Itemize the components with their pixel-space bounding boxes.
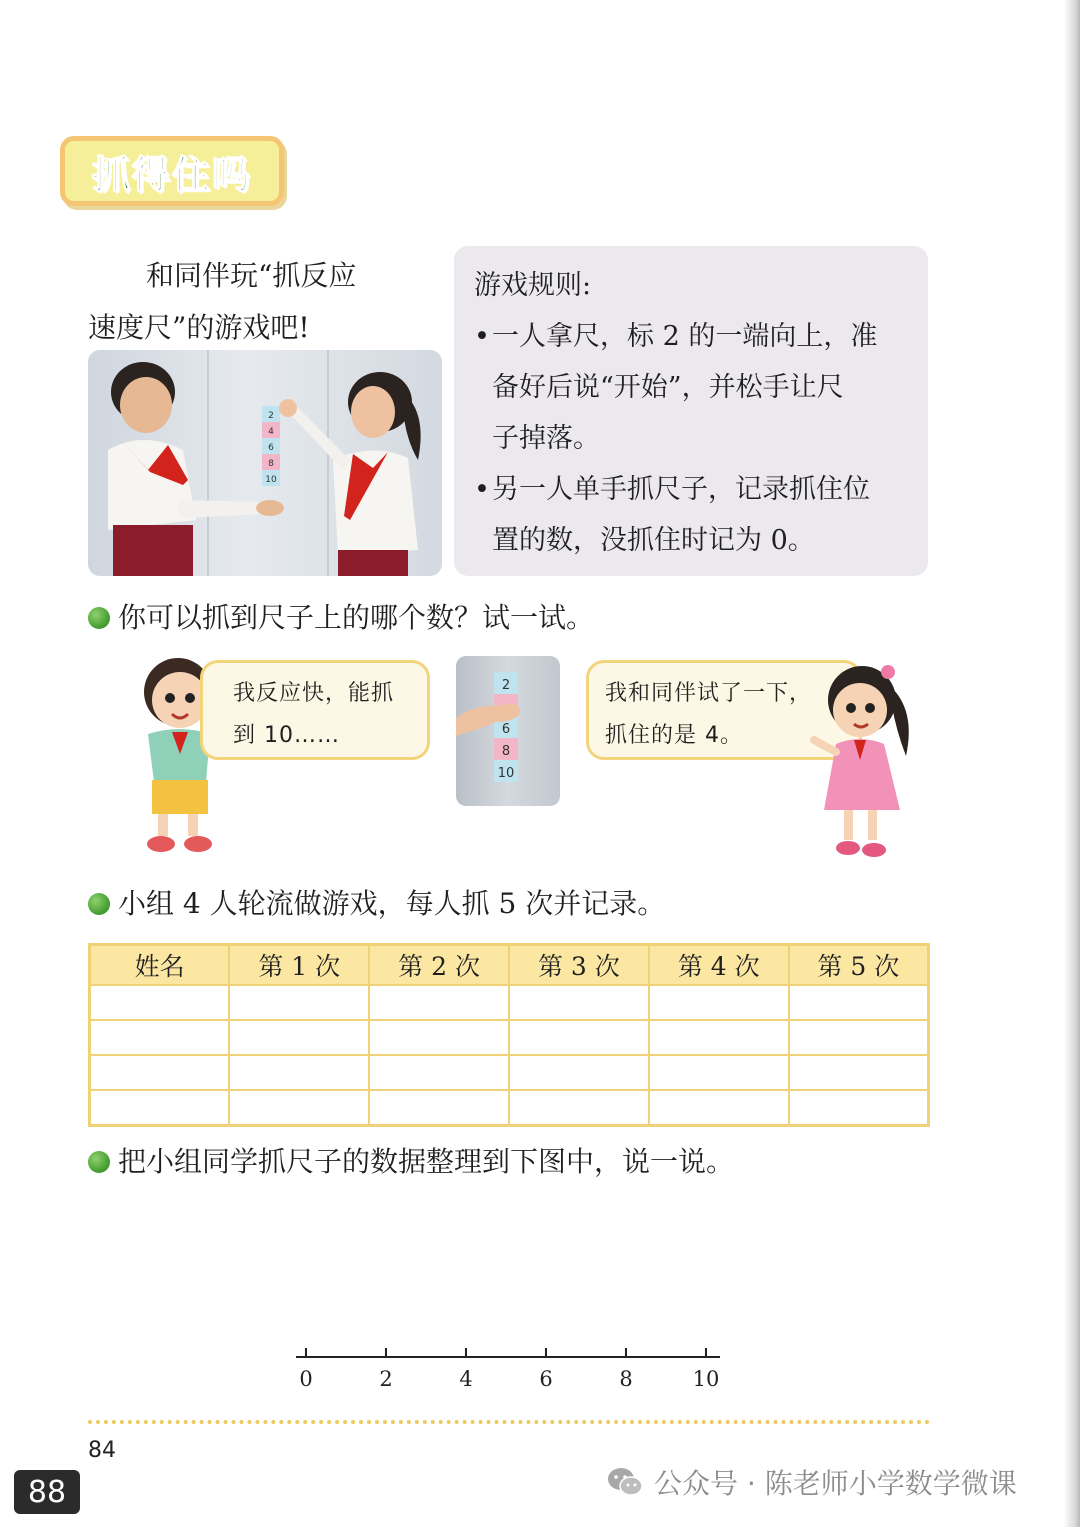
children-game-photo bbox=[88, 350, 442, 576]
bubble-line: 我和同伴试了一下， bbox=[605, 681, 813, 706]
table-cell[interactable] bbox=[369, 985, 509, 1020]
question-3-text: 把小组同学抓尺子的数据整理到下图中，说一说。 bbox=[118, 1145, 735, 1178]
image-index-badge: 88 bbox=[14, 1470, 80, 1514]
intro-text bbox=[88, 250, 418, 354]
table-cell[interactable] bbox=[90, 1020, 230, 1055]
table-cell[interactable] bbox=[229, 1090, 369, 1125]
rule-line: 置的数，没抓住时记为 0。 bbox=[492, 525, 815, 556]
green-dot-icon bbox=[88, 607, 110, 629]
rule-item bbox=[474, 311, 910, 464]
number-line-tick-label: 0 bbox=[299, 1367, 313, 1391]
watermark bbox=[606, 1462, 1017, 1502]
girl-figure bbox=[279, 372, 421, 576]
boy-speech-bubble bbox=[200, 660, 430, 760]
footer-dotted-divider bbox=[88, 1420, 930, 1424]
table-cell[interactable] bbox=[649, 1020, 789, 1055]
number-line-tick-label: 4 bbox=[459, 1367, 473, 1391]
table-cell[interactable] bbox=[789, 1090, 929, 1125]
children-photo-illustration bbox=[88, 350, 442, 576]
ruler-strip bbox=[262, 406, 280, 486]
game-rules-box bbox=[454, 246, 928, 576]
table-cell[interactable] bbox=[649, 985, 789, 1020]
table-cell[interactable] bbox=[509, 1020, 649, 1055]
table-header-try-3: 第 3 次 bbox=[509, 945, 649, 986]
number-line-tick-label: 8 bbox=[619, 1367, 633, 1391]
boy-figure bbox=[108, 362, 284, 576]
table-cell[interactable] bbox=[369, 1090, 509, 1125]
wechat-icon bbox=[606, 1466, 644, 1498]
table-cell[interactable] bbox=[90, 985, 230, 1020]
hand-holding-ruler bbox=[456, 656, 560, 806]
rules-heading: 游戏规则: bbox=[474, 270, 592, 301]
table-header-try-5: 第 5 次 bbox=[789, 945, 929, 986]
question-2 bbox=[88, 884, 665, 924]
table-cell[interactable] bbox=[789, 1055, 929, 1090]
ruler-mark: 2 bbox=[268, 411, 274, 421]
table-cell[interactable] bbox=[229, 1020, 369, 1055]
rule-line: 子掉落。 bbox=[492, 423, 600, 454]
ruler-mark: 10 bbox=[265, 475, 277, 485]
green-dot-icon bbox=[88, 893, 110, 915]
ruler-mark: 6 bbox=[501, 722, 511, 737]
watermark-text: 公众号 · 陈老师小学数学微课 bbox=[654, 1467, 1017, 1500]
number-line bbox=[290, 1340, 730, 1400]
table-cell[interactable] bbox=[649, 1090, 789, 1125]
rule-item bbox=[474, 464, 910, 566]
record-table bbox=[88, 943, 930, 1127]
intro-line-1: 和同伴玩“抓反应 bbox=[146, 259, 357, 292]
ruler-mark: 4 bbox=[268, 427, 274, 437]
ruler-mark: 8 bbox=[501, 744, 511, 759]
table-cell[interactable] bbox=[90, 1090, 230, 1125]
question-3 bbox=[88, 1142, 734, 1182]
table-cell[interactable] bbox=[369, 1055, 509, 1090]
page-number: 84 bbox=[88, 1438, 116, 1463]
bullet-icon: • bbox=[474, 474, 490, 505]
ruler-catch-photo bbox=[456, 656, 560, 806]
question-1-text: 你可以抓到尺子上的哪个数？试一试。 bbox=[118, 601, 595, 634]
question-1 bbox=[88, 598, 594, 638]
table-cell[interactable] bbox=[789, 1020, 929, 1055]
rule-line: 一人拿尺，标 2 的一端向上，准 bbox=[492, 321, 878, 352]
table-row bbox=[90, 1090, 929, 1125]
table-cell[interactable] bbox=[789, 985, 929, 1020]
number-line-tick-label: 6 bbox=[539, 1367, 553, 1391]
green-dot-icon bbox=[88, 1151, 110, 1173]
lesson-title: 抓得住吗 bbox=[91, 152, 252, 197]
bubble-line: 抓住的是 4。 bbox=[605, 723, 743, 748]
lesson-title-banner bbox=[60, 136, 284, 206]
number-line-tick-label: 10 bbox=[692, 1367, 720, 1391]
table-cell[interactable] bbox=[509, 1055, 649, 1090]
rule-line: 备好后说“开始”，并松手让尺 bbox=[492, 372, 844, 403]
girl-cartoon-illustration bbox=[806, 660, 916, 870]
table-header-try-4: 第 4 次 bbox=[649, 945, 789, 986]
table-header-name: 姓名 bbox=[90, 945, 230, 986]
ruler-mark: 10 bbox=[497, 766, 515, 781]
table-cell[interactable] bbox=[649, 1055, 789, 1090]
table-row bbox=[90, 985, 929, 1020]
bubble-line: 到 10…… bbox=[233, 723, 340, 748]
table-row bbox=[90, 1055, 929, 1090]
table-header-row bbox=[90, 945, 929, 986]
ruler-mark: 8 bbox=[268, 459, 274, 469]
ruler-mark: 2 bbox=[501, 678, 511, 693]
table-row bbox=[90, 1020, 929, 1055]
table-cell[interactable] bbox=[229, 985, 369, 1020]
number-line-tick-label: 2 bbox=[379, 1367, 393, 1391]
bullet-icon: • bbox=[474, 321, 490, 352]
table-header-try-1: 第 1 次 bbox=[229, 945, 369, 986]
table-header-try-2: 第 2 次 bbox=[369, 945, 509, 986]
question-2-text: 小组 4 人轮流做游戏，每人抓 5 次并记录。 bbox=[118, 887, 666, 920]
page-spine-shadow bbox=[1064, 0, 1080, 1527]
table-cell[interactable] bbox=[90, 1055, 230, 1090]
record-table-wrapper bbox=[88, 943, 930, 1127]
table-cell[interactable] bbox=[509, 1090, 649, 1125]
table-cell[interactable] bbox=[509, 985, 649, 1020]
bubble-line: 我反应快，能抓 bbox=[233, 681, 395, 706]
ruler-mark: 6 bbox=[268, 443, 274, 453]
table-cell[interactable] bbox=[369, 1020, 509, 1055]
rule-line: 另一人单手抓尺子，记录抓住位 bbox=[492, 474, 870, 505]
table-cell[interactable] bbox=[229, 1055, 369, 1090]
intro-line-2: 速度尺”的游戏吧! bbox=[88, 311, 310, 344]
